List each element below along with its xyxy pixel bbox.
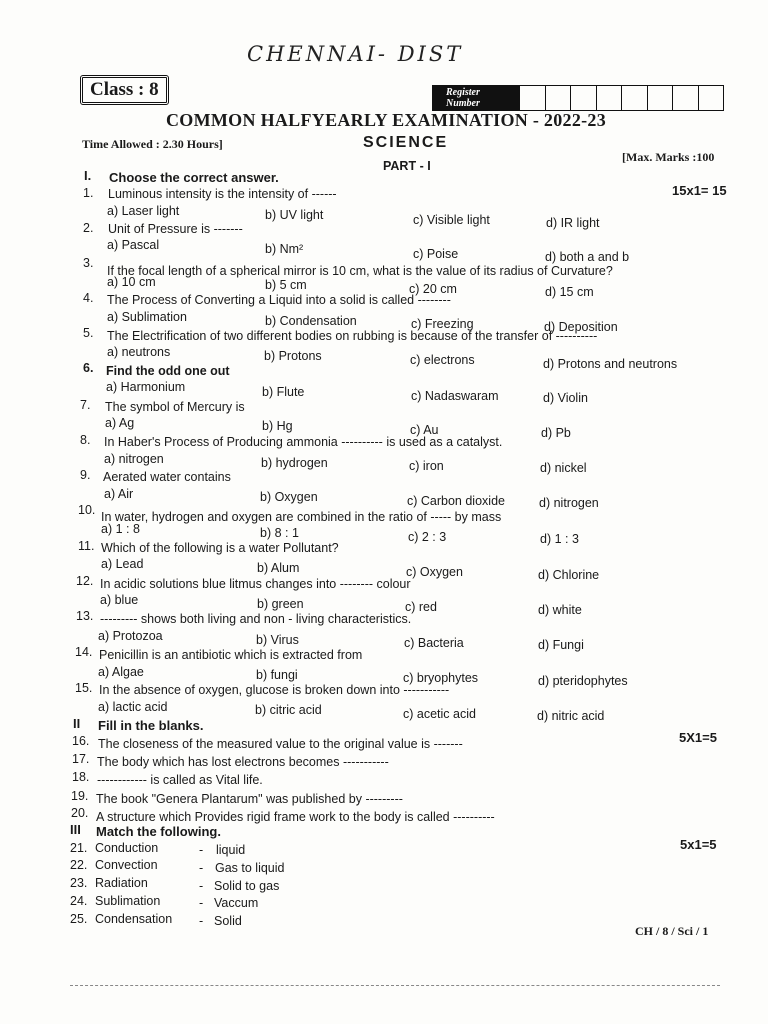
question-text: In the absence of oxygen, glucose is broken down into ----------- xyxy=(99,683,450,697)
option-d[interactable]: d) Chlorine xyxy=(538,568,600,582)
option-c[interactable]: c) Bacteria xyxy=(404,636,464,650)
question-number: 20. xyxy=(71,806,89,820)
option-b[interactable]: b) hydrogen xyxy=(261,456,328,470)
question-text: Which of the following is a water Pollutant? xyxy=(101,541,339,555)
match-right: Vaccum xyxy=(214,896,259,910)
option-a[interactable]: a) neutrons xyxy=(107,345,171,359)
option-c[interactable]: c) red xyxy=(405,600,437,614)
match-dash: - xyxy=(199,896,204,910)
question-number: 1. xyxy=(83,186,94,200)
section-marks: 5x1=5 xyxy=(680,837,717,852)
option-c[interactable]: c) Poise xyxy=(413,247,459,261)
question-number: 19. xyxy=(71,789,89,803)
option-a[interactable]: a) Protozoa xyxy=(98,629,163,643)
question-number: 9. xyxy=(80,468,91,482)
option-b[interactable]: b) UV light xyxy=(265,208,324,222)
option-c[interactable]: c) iron xyxy=(409,459,444,473)
question-text: The book "Genera Plantarum" was published by --------- xyxy=(96,792,403,806)
handwritten-note: CHENNAI- DIST xyxy=(247,42,464,66)
question-number: 10. xyxy=(78,503,96,517)
question-text: The Electrification of two different bodies on rubbing is because of the transfer of ---------- xyxy=(107,329,598,343)
match-left: Conduction xyxy=(95,841,159,855)
question-text: --------- shows both living and non - living characteristics. xyxy=(100,612,412,626)
question-text: The symbol of Mercury is xyxy=(105,400,245,414)
match-right: Solid to gas xyxy=(214,879,280,893)
option-b[interactable]: b) Nm² xyxy=(265,242,304,256)
match-dash: - xyxy=(199,879,204,893)
option-d[interactable]: d) nitric acid xyxy=(537,709,605,723)
option-d[interactable]: d) white xyxy=(538,603,582,617)
question-text: Aerated water contains xyxy=(103,470,231,484)
register-cell[interactable] xyxy=(648,85,674,111)
option-a[interactable]: a) Laser light xyxy=(107,204,180,218)
question-text: The body which has lost electrons becomes ----------- xyxy=(97,755,389,769)
option-d[interactable]: d) IR light xyxy=(546,216,600,230)
option-d[interactable]: d) nitrogen xyxy=(539,496,599,510)
option-b[interactable]: b) Virus xyxy=(256,633,299,647)
option-a[interactable]: a) 10 cm xyxy=(107,275,156,289)
option-b[interactable]: b) Flute xyxy=(262,385,305,399)
section-heading: II xyxy=(73,716,81,731)
option-d[interactable]: d) Violin xyxy=(543,391,588,405)
question-text: If the focal length of a spherical mirror is 10 cm, what is the value of its radius of Curvature? xyxy=(107,264,613,278)
exam-title: COMMON HALFYEARLY EXAMINATION - 2022-23 xyxy=(166,110,607,130)
option-c[interactable]: c) Carbon dioxide xyxy=(407,494,505,508)
option-c[interactable]: c) Nadaswaram xyxy=(411,389,499,403)
option-b[interactable]: b) Alum xyxy=(257,561,300,575)
question-number: 18. xyxy=(72,770,90,784)
option-b[interactable]: b) Oxygen xyxy=(260,490,318,504)
option-b[interactable]: b) citric acid xyxy=(255,703,322,717)
register-cell[interactable] xyxy=(673,85,699,111)
question-number: 21. xyxy=(70,841,88,855)
question-number: 23. xyxy=(70,876,88,890)
match-right: Solid xyxy=(214,914,242,928)
class-label: Class : 8 xyxy=(80,75,169,105)
option-b[interactable]: b) Protons xyxy=(264,349,322,363)
option-a[interactable]: a) Air xyxy=(104,487,134,501)
register-number-box xyxy=(432,85,724,111)
match-left: Convection xyxy=(95,858,158,872)
option-d[interactable]: d) both a and b xyxy=(545,250,630,264)
option-a[interactable]: a) Algae xyxy=(98,665,144,679)
option-a[interactable]: a) Pascal xyxy=(107,238,160,252)
question-text: The closeness of the measured value to the original value is ------- xyxy=(98,737,463,751)
option-b[interactable]: b) 8 : 1 xyxy=(260,526,299,540)
question-number: 13. xyxy=(76,609,94,623)
question-number: 12. xyxy=(76,574,94,588)
max-marks: [Max. Marks :100 xyxy=(622,150,715,164)
option-d[interactable]: d) Fungi xyxy=(538,638,584,652)
part-label: PART - I xyxy=(383,159,431,173)
section-title: Match the following. xyxy=(96,824,221,839)
match-dash: - xyxy=(199,914,204,928)
option-a[interactable]: a) blue xyxy=(100,593,139,607)
section-title: Choose the correct answer. xyxy=(109,170,279,185)
option-c[interactable]: c) 20 cm xyxy=(409,282,457,296)
option-d[interactable]: d) 15 cm xyxy=(545,285,594,299)
question-number: 5. xyxy=(83,326,94,340)
option-c[interactable]: c) 2 : 3 xyxy=(408,530,447,544)
question-number: 11. xyxy=(78,539,95,553)
register-cell[interactable] xyxy=(597,85,623,111)
option-d[interactable]: d) Protons and neutrons xyxy=(543,357,678,371)
option-b[interactable]: b) fungi xyxy=(256,668,298,682)
question-text: The Process of Converting a Liquid into a solid is called -------- xyxy=(107,293,451,307)
section-heading: III xyxy=(70,822,81,837)
question-number: 8. xyxy=(80,433,91,447)
question-number: 2. xyxy=(83,221,94,235)
question-number: 22. xyxy=(70,858,88,872)
option-c[interactable]: c) Freezing xyxy=(411,317,474,331)
match-dash: - xyxy=(199,843,204,857)
question-number: 17. xyxy=(72,752,90,766)
match-right: liquid xyxy=(216,843,246,857)
question-number: 25. xyxy=(70,912,88,926)
question-number: 3. xyxy=(83,256,94,270)
question-text: Find the odd one out xyxy=(106,364,230,378)
option-b[interactable]: b) green xyxy=(257,597,304,611)
option-b[interactable]: b) Hg xyxy=(262,419,293,433)
question-text: In Haber's Process of Producing ammonia ---------- is used as a catalyst. xyxy=(104,435,503,449)
register-number-label: Register Number xyxy=(432,85,520,111)
option-b[interactable]: b) 5 cm xyxy=(265,278,307,292)
option-d[interactable]: d) Pb xyxy=(541,426,571,440)
option-c[interactable]: c) electrons xyxy=(410,353,475,367)
section-marks: 15x1= 15 xyxy=(672,183,727,198)
option-c[interactable]: c) bryophytes xyxy=(403,671,479,685)
register-cell[interactable] xyxy=(622,85,648,111)
match-left: Condensation xyxy=(95,912,173,926)
option-a[interactable]: a) Ag xyxy=(105,416,135,430)
register-cell[interactable] xyxy=(699,85,725,111)
match-dash: - xyxy=(199,861,204,875)
register-cell[interactable] xyxy=(520,85,546,111)
section-marks: 5X1=5 xyxy=(679,730,717,745)
option-a[interactable]: a) Sublimation xyxy=(107,310,187,324)
question-number: 15. xyxy=(75,681,93,695)
option-d[interactable]: d) 1 : 3 xyxy=(540,532,579,546)
question-number: 6. xyxy=(83,361,94,375)
option-a[interactable]: a) Lead xyxy=(101,557,144,571)
question-text: A structure which Provides rigid frame work to the body is called ---------- xyxy=(96,810,495,824)
match-right: Gas to liquid xyxy=(215,861,285,875)
question-number: 14. xyxy=(75,645,93,659)
option-a[interactable]: a) 1 : 8 xyxy=(101,522,140,536)
match-left: Sublimation xyxy=(95,894,161,908)
footer-code: CH / 8 / Sci / 1 xyxy=(635,924,709,938)
section-heading: I. xyxy=(84,168,92,183)
option-c[interactable]: c) Au xyxy=(410,423,439,437)
option-d[interactable]: d) pteridophytes xyxy=(538,674,628,688)
question-text: ------------ is called as Vital life. xyxy=(97,773,263,787)
option-d[interactable]: d) nickel xyxy=(540,461,587,475)
register-cell[interactable] xyxy=(571,85,597,111)
bottom-divider xyxy=(70,985,720,986)
question-number: 16. xyxy=(72,734,90,748)
section-title: Fill in the blanks. xyxy=(98,718,204,733)
option-a[interactable]: a) lactic acid xyxy=(98,700,168,714)
option-d[interactable]: d) Deposition xyxy=(544,320,618,334)
question-text: In water, hydrogen and oxygen are combined in the ratio of ----- by mass xyxy=(101,510,502,524)
option-a[interactable]: a) Harmonium xyxy=(106,380,186,394)
option-c[interactable]: c) acetic acid xyxy=(403,707,476,721)
question-text: In acidic solutions blue litmus changes into -------- colour xyxy=(100,577,411,591)
match-left: Radiation xyxy=(95,876,148,890)
register-cell[interactable] xyxy=(546,85,572,111)
option-c[interactable]: c) Oxygen xyxy=(406,565,463,579)
subject-title: SCIENCE xyxy=(363,134,449,151)
question-number: 4. xyxy=(83,291,94,305)
option-c[interactable]: c) Visible light xyxy=(413,213,490,227)
time-allowed: Time Allowed : 2.30 Hours] xyxy=(82,137,223,151)
question-text: Unit of Pressure is ------- xyxy=(108,222,243,236)
option-a[interactable]: a) nitrogen xyxy=(104,452,164,466)
question-text: Penicillin is an antibiotic which is extracted from xyxy=(99,648,363,662)
question-number: 7. xyxy=(80,398,91,412)
question-text: Luminous intensity is the intensity of ------ xyxy=(108,187,337,201)
question-number: 24. xyxy=(70,894,88,908)
option-b[interactable]: b) Condensation xyxy=(265,314,357,328)
